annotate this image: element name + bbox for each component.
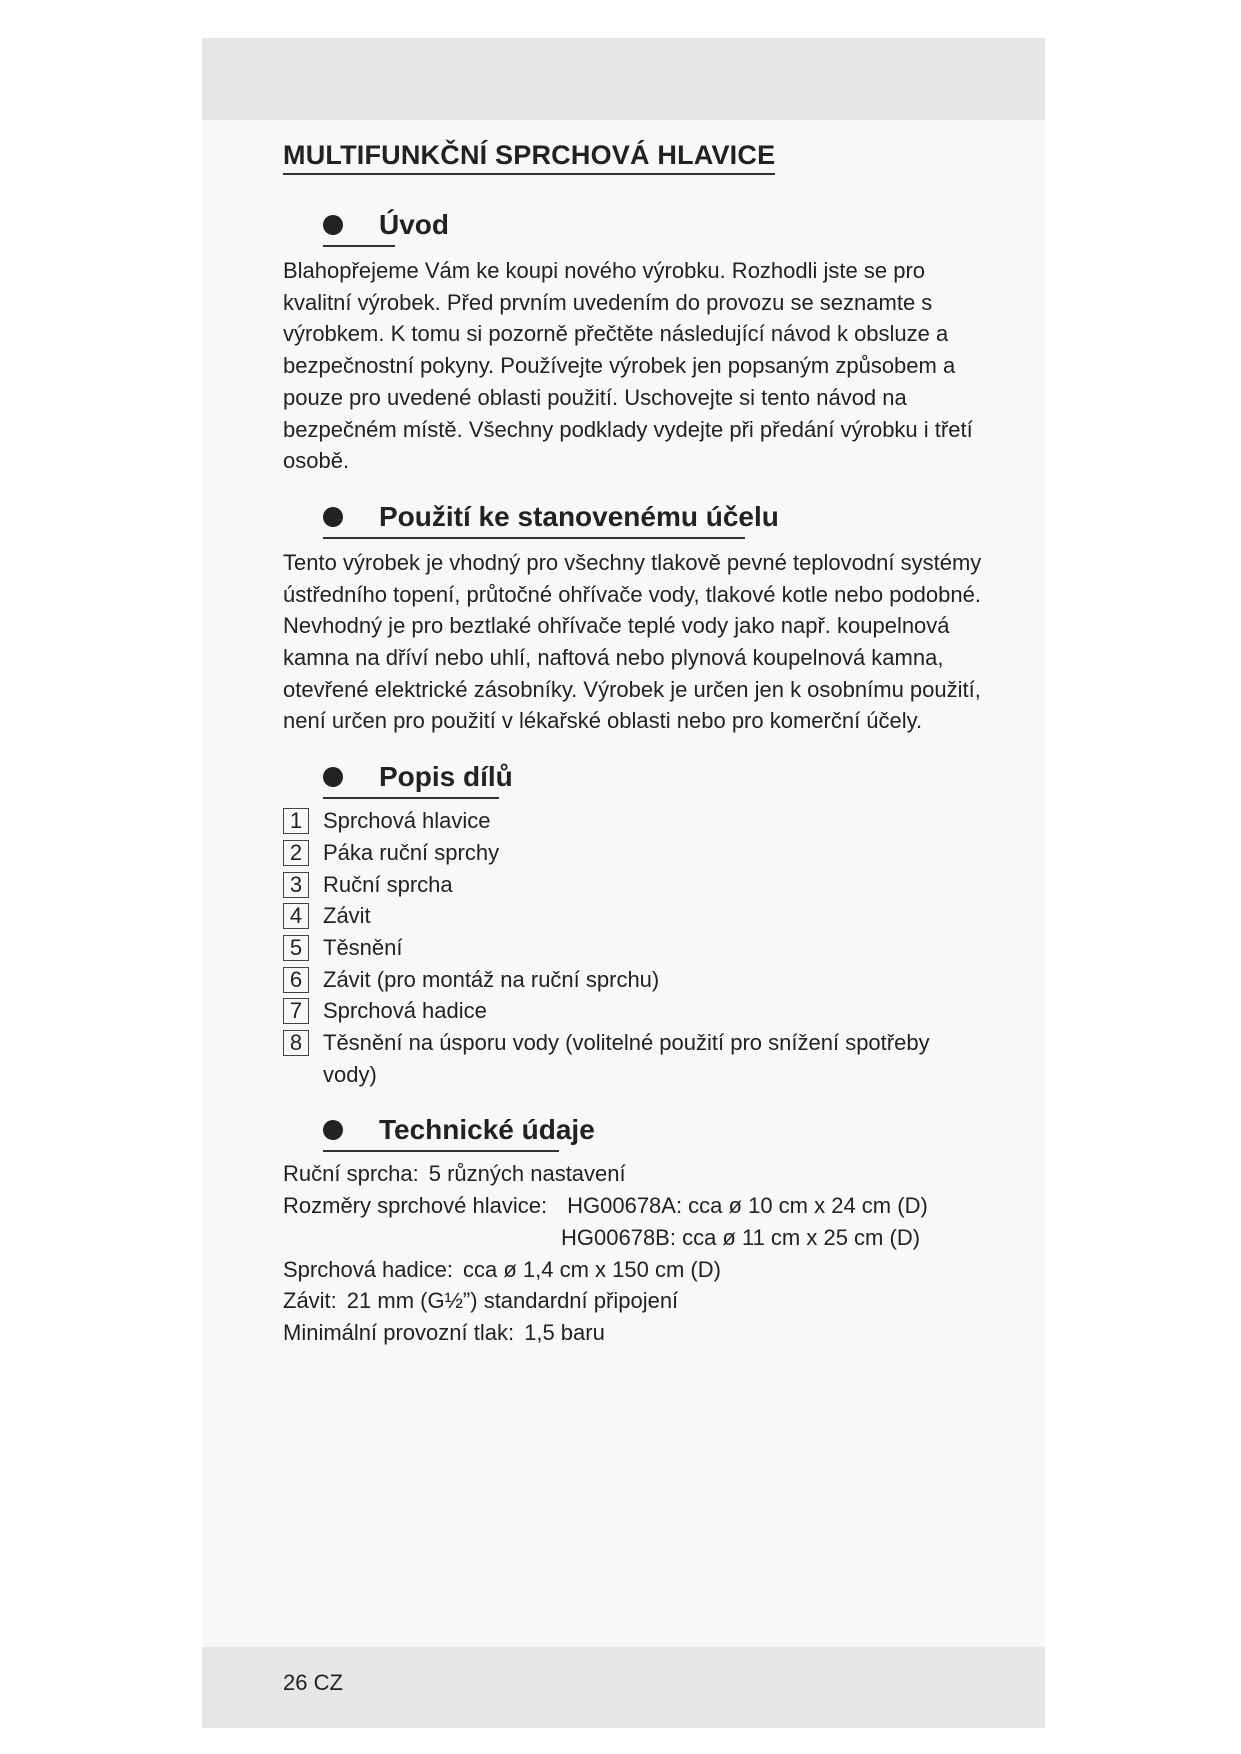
page-title: MULTIFUNKČNÍ SPRCHOVÁ HLAVICE bbox=[283, 140, 775, 175]
spec-label: Ruční sprcha: bbox=[283, 1161, 419, 1187]
section-heading-text: Úvod bbox=[379, 209, 449, 240]
part-number-box: 5 bbox=[283, 935, 309, 961]
part-number-box: 7 bbox=[283, 998, 309, 1024]
usage-paragraph: Tento výrobek je vhodný pro všechny tlakově pevné teplovodní systémy ústředního topení, průtočné ohřívače vody, tlakové kotle nebo podobné. Nevhodný je pro beztlaké ohřívače teplé vody jako např. koupelnová kamna na dříví nebo uhlí, naftová nebo plynová koupelnová kamna, otevřené elektrické zásobníky. Výrobek je určen jen k osobnímu použití, není určen pro použití v lékařské oblasti nebo pro komerční účely. bbox=[283, 549, 982, 734]
spec-label: Závit: bbox=[283, 1288, 337, 1314]
heading-underline bbox=[323, 245, 395, 247]
list-item bbox=[283, 964, 983, 996]
section-heading-tech bbox=[323, 1112, 983, 1148]
section-heading-text: Použití ke stanovenému účelu bbox=[379, 500, 779, 532]
heading-underline bbox=[323, 797, 499, 799]
spec-value: HG00678B: cca ø 11 cm x 25 cm (D) bbox=[561, 1224, 921, 1250]
list-item bbox=[283, 1027, 983, 1090]
intro-paragraph: Blahopřejeme Vám ke koupi nového výrobku. Rozhodli jste se pro kvalitní výrobek. Před prvním uvedením do provozu se seznamte s výrobkem. K tomu si pozorně přečtěte následující návod k obsluze a bezpečnostní pokyny. Používejte výrobek jen popsaným způsobem a pouze pro uvedené oblasti použití. Uschovejte si tento návod na bezpečném místě. Všechny podklady vydejte při předání výrobku i třetí osobě. bbox=[283, 258, 973, 474]
spec-row bbox=[283, 1317, 983, 1349]
page-content bbox=[283, 120, 983, 1349]
parts-list bbox=[283, 805, 983, 1090]
list-item bbox=[283, 805, 983, 837]
spec-row bbox=[283, 1222, 983, 1254]
spec-row bbox=[283, 1190, 983, 1222]
section-heading-intro bbox=[323, 207, 983, 243]
part-label: Těsnění na úsporu vody (volitelné použití pro snížení spotřeby vody) bbox=[323, 1030, 930, 1087]
header-band bbox=[202, 38, 1045, 120]
spec-label: Rozměry sprchové hlavice: bbox=[283, 1193, 548, 1219]
part-label: Sprchová hlavice bbox=[323, 808, 491, 834]
part-label: Těsnění bbox=[323, 934, 403, 960]
spec-value: 5 různých nastavení bbox=[428, 1161, 626, 1187]
page-number: 26 CZ bbox=[283, 1670, 343, 1695]
spec-value: cca ø 1,4 cm x 150 cm (D) bbox=[463, 1256, 721, 1282]
spec-row bbox=[283, 1285, 983, 1317]
list-item bbox=[283, 869, 983, 901]
list-item bbox=[283, 932, 983, 964]
bullet-icon bbox=[323, 215, 343, 235]
spec-value: 21 mm (G½”) standardní připojení bbox=[346, 1288, 679, 1314]
list-item bbox=[283, 995, 983, 1027]
spec-row bbox=[283, 1158, 983, 1190]
tech-specs bbox=[283, 1158, 983, 1348]
bullet-icon bbox=[323, 507, 343, 527]
part-number-box: 1 bbox=[283, 808, 309, 834]
heading-underline bbox=[323, 1150, 559, 1152]
part-number-box: 6 bbox=[283, 967, 309, 993]
part-number-box: 8 bbox=[283, 1030, 309, 1056]
section-heading-usage bbox=[323, 499, 983, 535]
spec-value: HG00678A: cca ø 10 cm x 24 cm (D) bbox=[567, 1193, 928, 1219]
part-label: Závit bbox=[323, 903, 371, 929]
list-item bbox=[283, 837, 983, 869]
spec-value: 1,5 baru bbox=[524, 1319, 605, 1345]
section-heading-parts bbox=[323, 759, 983, 795]
part-number-box: 3 bbox=[283, 872, 309, 898]
manual-page bbox=[202, 38, 1045, 1728]
bullet-icon bbox=[323, 767, 343, 787]
part-label: Páka ruční sprchy bbox=[323, 839, 500, 865]
part-number-box: 2 bbox=[283, 840, 309, 866]
part-label: Sprchová hadice bbox=[323, 998, 487, 1024]
section-heading-text: Technické údaje bbox=[379, 1114, 595, 1146]
spec-label: Minimální provozní tlak: bbox=[283, 1319, 515, 1345]
spec-label: Sprchová hadice: bbox=[283, 1256, 453, 1282]
heading-underline bbox=[323, 537, 745, 539]
part-label: Ruční sprcha bbox=[323, 871, 453, 897]
part-label: Závit (pro montáž na ruční sprchu) bbox=[323, 966, 660, 992]
spec-row bbox=[283, 1254, 983, 1286]
part-number-box: 4 bbox=[283, 903, 309, 929]
section-heading-text: Popis dílů bbox=[379, 761, 513, 793]
list-item bbox=[283, 900, 983, 932]
bullet-icon bbox=[323, 1120, 343, 1140]
